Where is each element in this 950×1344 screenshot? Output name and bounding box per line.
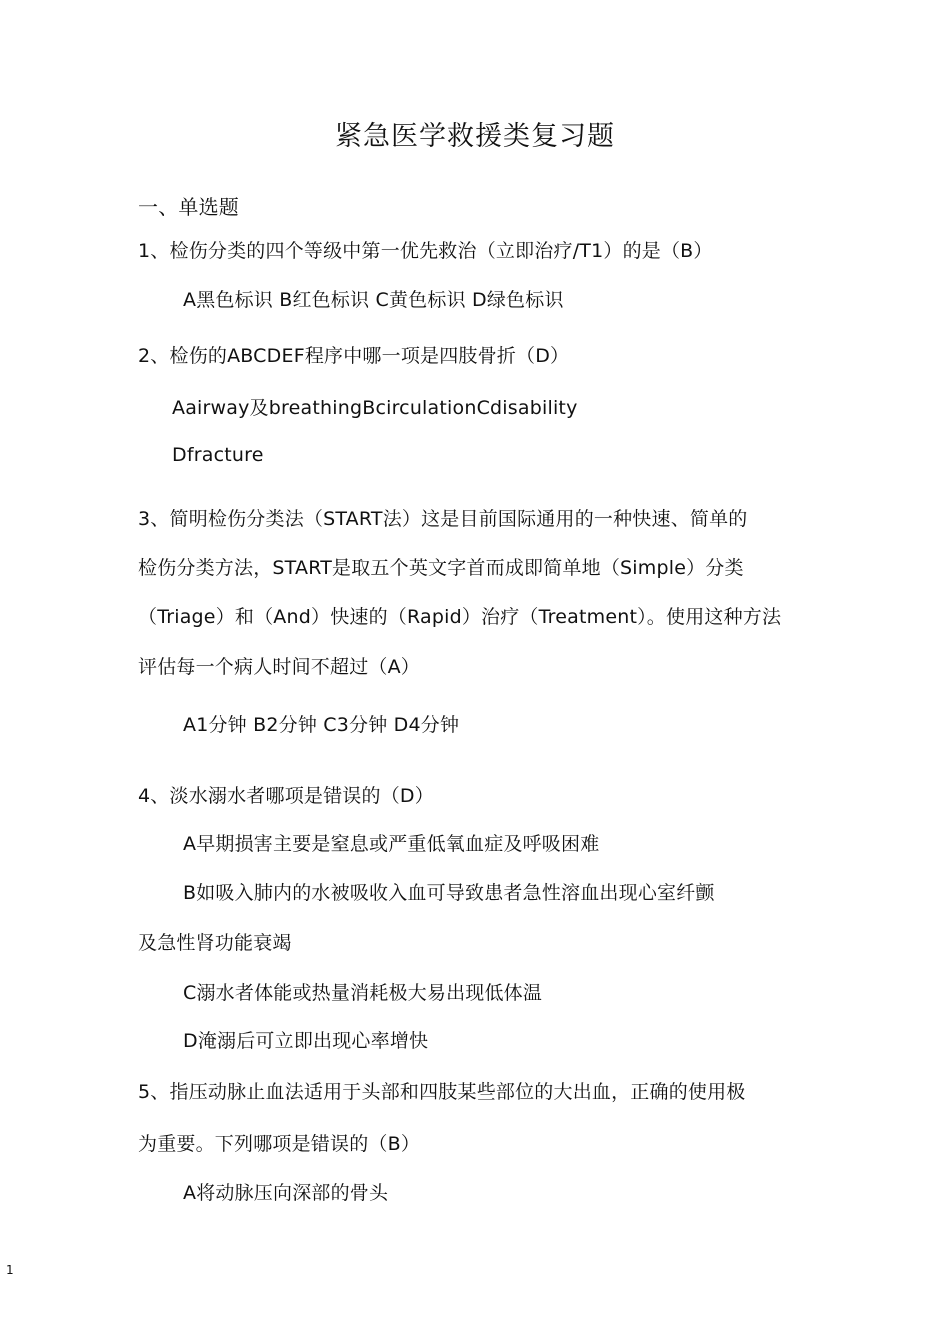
question-5-option-a: A将动脉压向深部的骨头 <box>183 1182 389 1204</box>
question-5-stem-line-2: 为重要。下列哪项是错误的（B） <box>138 1133 421 1155</box>
question-4-option-a: A早期损害主要是窒息或严重低氧血症及呼吸困难 <box>183 833 600 855</box>
document-title: 紧急医学救援类复习题 <box>335 121 615 152</box>
question-4-option-d: D淹溺后可立即出现心率增快 <box>183 1030 429 1052</box>
section-heading: 一、单选题 <box>138 195 239 219</box>
question-2-option-line-2: Dfracture <box>172 444 264 466</box>
question-1-options: A黑色标识 B红色标识 C黄色标识 D绿色标识 <box>183 289 564 311</box>
question-4-option-b: B如吸入肺内的水被吸收入血可导致患者急性溶血出现心室纤颤 <box>183 882 715 904</box>
question-3-stem-line-4: 评估每一个病人时间不超过（A） <box>138 656 420 678</box>
question-4-stem: 4、淡水溺水者哪项是错误的（D） <box>138 785 434 807</box>
question-4-option-b-continued: 及急性肾功能衰竭 <box>138 932 292 954</box>
question-2-option-line-1: Aairway及breathingBcirculationCdisability <box>172 397 578 419</box>
question-3-stem-line-2: 检伤分类方法，START是取五个英文字首而成即简单地（Simple）分类 <box>138 557 744 579</box>
question-1-stem: 1、检伤分类的四个等级中第一优先救治（立即治疗/T1）的是（B） <box>138 240 713 262</box>
question-3-stem-line-3: （Triage）和（And）快速的（Rapid）治疗（Treatment）。使用这种方法 <box>138 606 782 628</box>
question-5-stem-line-1: 5、指压动脉止血法适用于头部和四肢某些部位的大出血，正确的使用极 <box>138 1081 746 1103</box>
question-3-options: A1分钟 B2分钟 C3分钟 D4分钟 <box>183 714 460 736</box>
question-2-stem: 2、检伤的ABCDEF程序中哪一项是四肢骨折（D） <box>138 345 570 367</box>
question-4-option-c: C溺水者体能或热量消耗极大易出现低体温 <box>183 982 543 1004</box>
page-number: 1 <box>6 1263 14 1277</box>
question-3-stem-line-1: 3、简明检伤分类法（START法）这是目前国际通用的一种快速、简单的 <box>138 508 748 530</box>
